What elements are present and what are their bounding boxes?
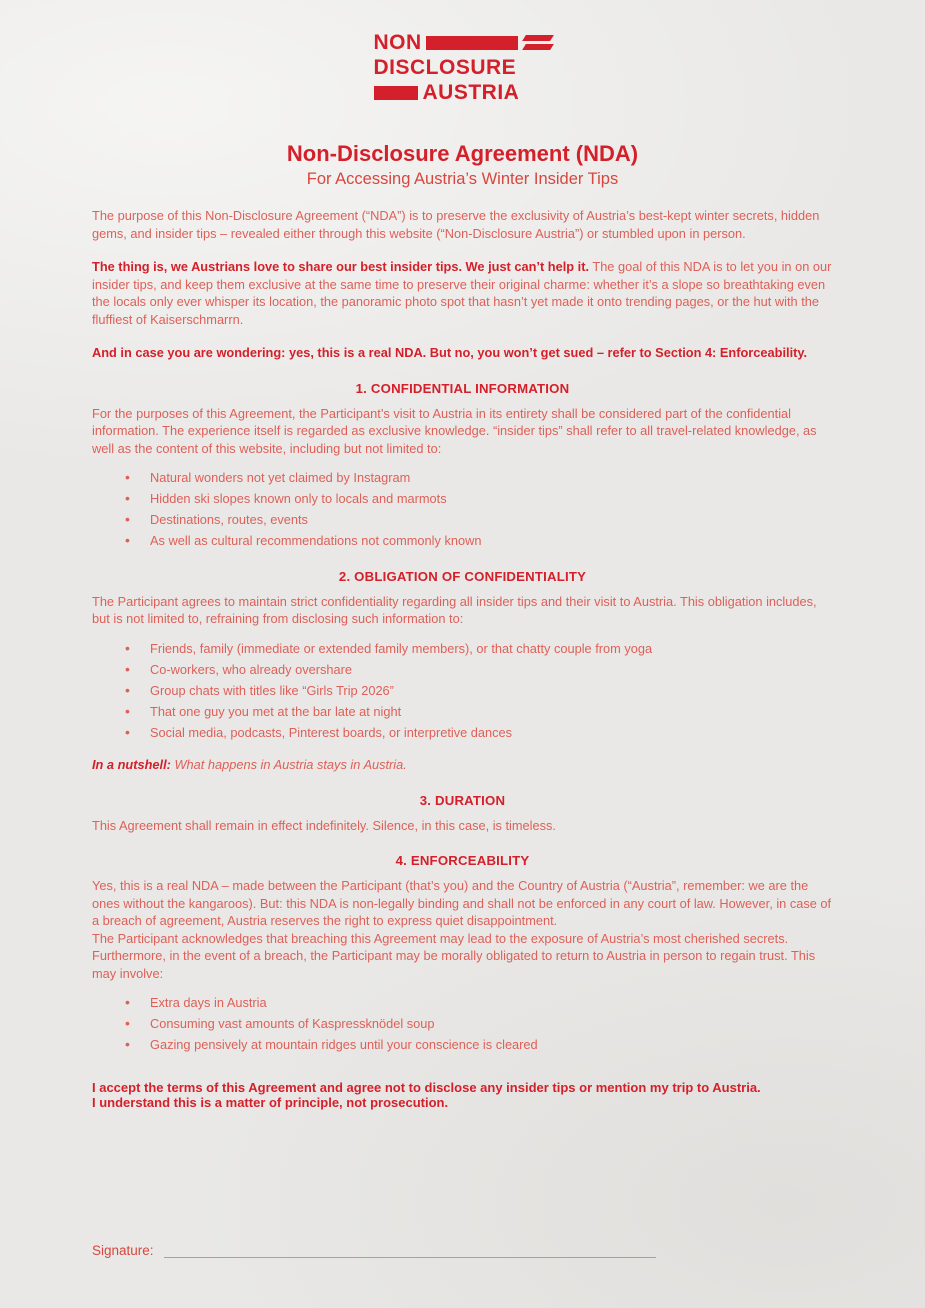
nutshell-text: What happens in Austria stays in Austria. [170,757,407,772]
signature-block [92,1242,833,1258]
acceptance-line-1: I accept the terms of this Agreement and agree not to disclose any insider tips or mention my trip to Austria. [92,1079,761,1095]
logo-word-austria: AUSTRIA [422,81,520,104]
list-item: • Consuming vast amounts of Kaspressknödel soup [92,1015,833,1033]
signature-label: Signature: [92,1243,154,1258]
section-heading-obligation-of-confidentiality: 2. OBLIGATION OF CONFIDENTIALITY [338,568,587,584]
section-4-body-2: The Participant acknowledges that breaching this Agreement may lead to the exposure of Austria’s most cherished secrets. Furthermore, in the event of a breach, the Participant may be morally obligated to return to Austria in person to regain trust. This may involve: [92,930,816,981]
intro-bold-lead: The thing is, we Austrians love to share our best insider tips. We just can’t help it. [92,259,590,274]
acceptance-line-2: I understand this is a matter of principle, not prosecution. [92,1095,449,1111]
intro-paragraph-thing-is [92,258,833,328]
list-item: • Co-workers, who already overshare [92,661,833,679]
list-item: • Social media, podcasts, Pinterest boards, or interpretive dances [92,724,833,742]
list-item: • Friends, family (immediate or extended family members), or that chatty couple from yoga [92,640,833,658]
list-item: • Destinations, routes, events [92,511,833,529]
section-heading-enforceability: 4. ENFORCEABILITY [395,853,530,868]
intro-paragraph-purpose: The purpose of this Non-Disclosure Agreement (“NDA”) is to preserve the exclusivity of Austria’s best-kept winter secrets, hidden gems, and insider tips – revealed either through this website (“Non-Disclosure Austria”) or stumbled upon in person. [92,208,820,241]
redaction-bar-icon [426,36,518,50]
list-item: • Gazing pensively at mountain ridges until your conscience is cleared [92,1036,833,1054]
list-item: • That one guy you met at the bar late at night [92,703,833,721]
intro-lead-rest: The goal of this NDA is to let you in on our insider tips, and keep them exclusive at the same time to preserve their original charme: whether it’s a slope so breathtaking even the locals only ever whisper its location, the panoramic photo spot that hasn’t yet made it onto trending pages, or the hut with the fluffiest of Kaiserschmarrn. [92,259,832,327]
signature-line[interactable] [164,1242,656,1258]
logo-row-2 [374,55,552,80]
nutshell-note [92,756,833,774]
section-3-body: This Agreement shall remain in effect indefinitely. Silence, in this case, is timeless. [92,817,556,833]
section-4-body: Yes, this is a real NDA – made between the Participant (that’s you) and the Country of Austria (“Austria”, remember: we are the ones without the kangaroos). But: this NDA is non-legally binding and shall not be enforced in any court of law. However, in case of a breach of agreement, Austria reserves the right to express quiet disappointment. [92,878,832,928]
logo-word-disclosure: DISCLOSURE [373,56,517,79]
list-item: • Hidden ski slopes known only to locals and marmots [92,490,833,508]
page-subtitle: For Accessing Austria’s Winter Insider Tips [306,170,619,188]
list-item: • As well as cultural recommendations not commonly known [92,532,833,550]
intro-real-nda-statement: And in case you are wondering: yes, this is a real NDA. But no, you won’t get sued – refer to Section 4: Enforceability. [92,345,808,360]
austrian-flag-stripes-icon [524,30,552,55]
logo-row-3 [374,80,552,105]
page-title: Non-Disclosure Agreement (NDA) [286,141,639,166]
section-heading-confidential-information: 1. CONFIDENTIAL INFORMATION [355,380,570,396]
redaction-bar-icon [374,86,418,100]
list-item: • Group chats with titles like “Girls Trip 2026” [92,682,833,700]
section-1-bullet-list [92,469,833,550]
acceptance-statement [92,1080,833,1112]
section-2-body: The Participant agrees to maintain strict confidentiality regarding all insider tips and their visit to Austria. This obligation includes, but is not limited to, refraining from disclosing such information to: [92,593,817,626]
section-1-body: For the purposes of this Agreement, the Participant’s visit to Austria in its entirety shall be considered part of the confidential information. The experience itself is regarded as exclusive knowledge. “insider tips” shall refer to all travel-related knowledge, as well as the content of this website, including but not limited to: [92,405,817,456]
non-disclosure-austria-logo [374,30,552,105]
list-item: • Natural wonders not yet claimed by Instagram [92,469,833,487]
section-heading-duration: 3. DURATION [419,792,506,808]
list-item: • Extra days in Austria [92,994,833,1012]
section-4-bullet-list [92,994,833,1054]
logo-word-non: NON [373,31,422,54]
section-2-bullet-list [92,640,833,742]
nutshell-label: In a nutshell: [92,757,171,772]
logo-row-1 [374,30,552,55]
